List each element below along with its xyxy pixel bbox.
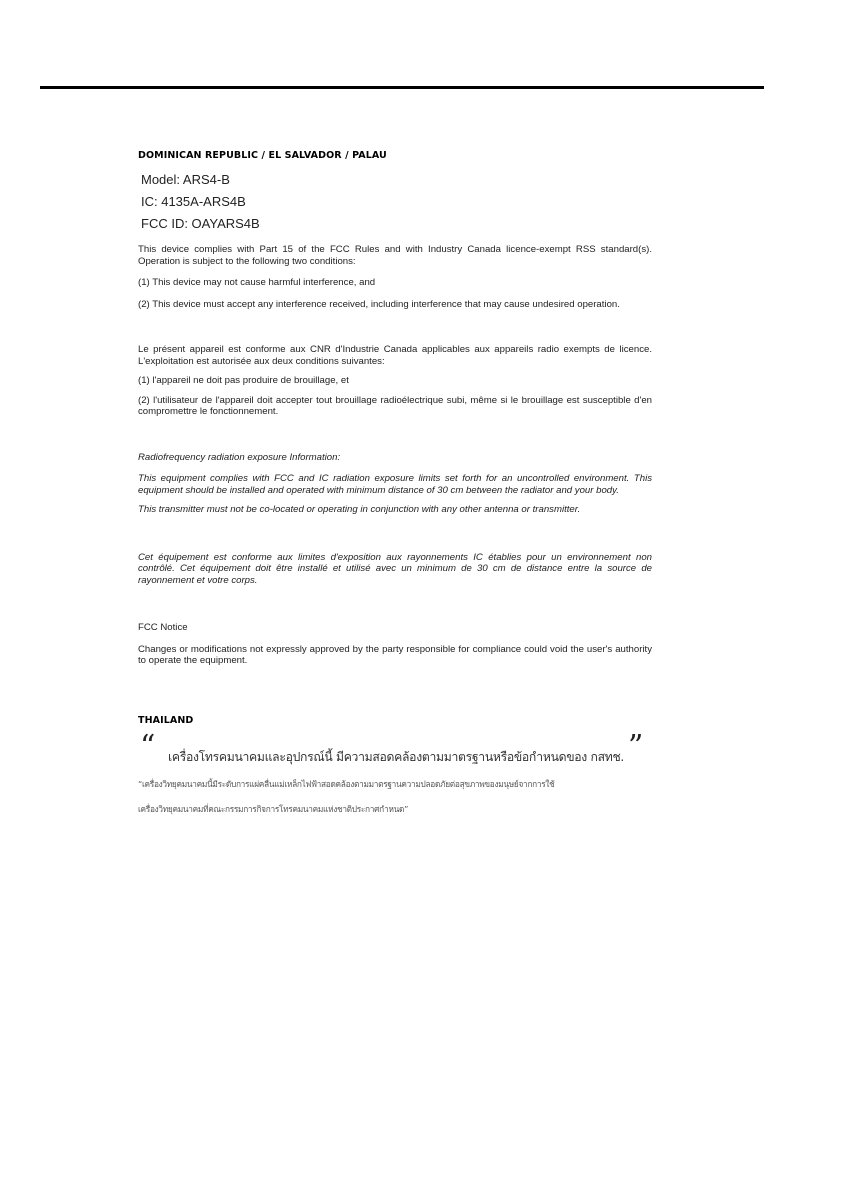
- fcc-condition-1-en: (1) This device may not cause harmful interference, and: [138, 277, 376, 288]
- fcc-notice-heading: FCC Notice: [138, 622, 188, 633]
- fcc-intro-fr: Le présent appareil est conforme aux CNR d'Industrie Canada applicables aux appareils radio exempts de licence. L'exploitation est autorisée aux deux conditions suivantes:: [138, 344, 652, 367]
- thai-compliance-statement: [138, 728, 658, 770]
- fcc-condition-2-en: (2) This device must accept any interference received, including interference that may cause undesired operation.: [138, 298, 620, 310]
- close-quote-mark: ”: [628, 728, 644, 764]
- device-id-block: [138, 171, 652, 232]
- rf-exposure-para-2: This transmitter must not be co-located or operating in conjunction with any other antenna or transmitter.: [138, 504, 581, 515]
- open-quote-mark: “: [140, 728, 156, 764]
- fcc-condition-1-fr: (1) l'appareil ne doit pas produire de brouillage, et: [138, 375, 349, 386]
- thai-main-text: เครื่องโทรคมนาคมและอุปกรณ์นี้ มีความสอดคล้องตามมาตรฐานหรือข้อกำหนดของ กสทช.: [168, 749, 625, 764]
- thai-radiation-line-2: เครื่องวิทยุคมนาคมที่คณะกรรมการกิจการโทรคมนาคมแห่งชาติประกาศกำหนด”: [138, 803, 409, 814]
- thai-radiation-line-1: “เครื่องวิทยุคมนาคมนี้มีระดับการแผ่คลื่นแม่เหล็กไฟฟ้าสอดคล้องตามมาตรฐานความปลอดภัยต่อสุขภาพของมนุษย์จากการใช้: [138, 778, 555, 789]
- section-heading-dominican: DOMINICAN REPUBLIC / EL SALVADOR / PALAU: [138, 150, 387, 161]
- fcc-id-line: FCC ID: OAYARS4B: [141, 216, 260, 231]
- ic-line: IC: 4135A-ARS4B: [141, 194, 246, 209]
- fcc-notice-text: Changes or modifications not expressly approved by the party responsible for compliance could void the user's authority to operate the equipment.: [138, 643, 652, 666]
- rf-exposure-para-1: This equipment complies with FCC and IC radiation exposure limits set forth for an uncontrolled environment. This equipment should be installed and operated with minimum distance of 30 cm between the radiator and your body.: [138, 473, 652, 496]
- fcc-intro-en: This device complies with Part 15 of the FCC Rules and with Industry Canada licence-exempt RSS standard(s). Operation is subject to the following two conditions:: [138, 244, 652, 267]
- rf-exposure-para-fr: Cet équipement est conforme aux limites d'exposition aux rayonnements IC établies pour un environnement non contrôlé. Cet équipement doit être installé et utilisé avec un minimum de 30 cm de distance entre la source de rayonnement et votre corps.: [138, 551, 652, 586]
- model-line: Model: ARS4-B: [141, 172, 230, 187]
- document-body: [138, 150, 652, 815]
- fcc-condition-2-fr: (2) l'utilisateur de l'appareil doit accepter tout brouillage radioélectrique subi, même si le brouillage est susceptible d'en compromettre le fonctionnement.: [138, 394, 652, 417]
- rf-exposure-heading: Radiofrequency radiation exposure Information:: [138, 451, 341, 463]
- header-rule: [40, 86, 764, 89]
- section-heading-thailand: THAILAND: [138, 714, 194, 726]
